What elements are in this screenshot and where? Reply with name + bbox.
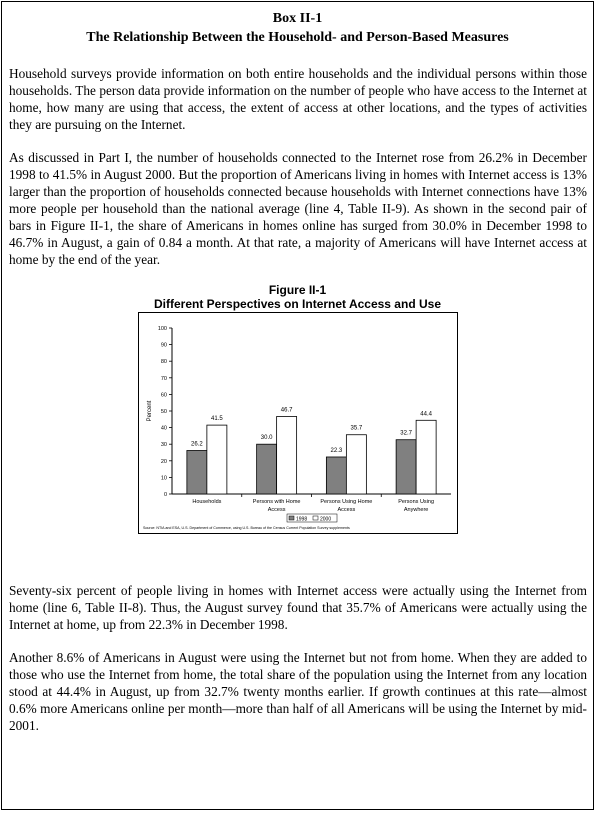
bar-1998-4 bbox=[396, 440, 416, 494]
paragraph-home-use: Seventy-six percent of people living in homes with Internet access were actually using the Internet from home (line 6, Table II-8). Thus, the August survey found that 35.7% of Americans were actually using the Internet at home, up from 22.3% in December 1998. bbox=[9, 583, 587, 632]
x-tick-label: Households bbox=[192, 499, 222, 505]
y-tick-label: 20 bbox=[160, 458, 167, 465]
bar-chart bbox=[139, 313, 457, 533]
bar-2000-2 bbox=[277, 416, 297, 494]
data-label-2000-3: 35.7 bbox=[350, 425, 363, 432]
x-tick-label: Access bbox=[337, 507, 356, 513]
legend-label-2000: 2000 bbox=[320, 516, 332, 523]
y-tick-label: 70 bbox=[160, 375, 167, 382]
x-tick-label: Persons Using Home bbox=[320, 499, 373, 505]
y-tick-label: 50 bbox=[160, 409, 167, 415]
y-axis-label: Percent bbox=[147, 400, 153, 422]
legend-swatch-1998 bbox=[289, 516, 294, 520]
x-tick-label: Access bbox=[267, 507, 286, 513]
x-tick-label: Persons with Home bbox=[252, 499, 301, 505]
box-subtitle: The Relationship Between the Household- and Person-Based Measures bbox=[86, 30, 509, 45]
y-tick-label: 100 bbox=[157, 326, 167, 332]
y-tick-label: 60 bbox=[160, 392, 167, 399]
x-tick-label: Persons Using bbox=[398, 499, 435, 505]
chart-frame bbox=[138, 312, 458, 534]
y-tick-label: 0 bbox=[163, 492, 167, 498]
paragraph-any-location: Another 8.6% of Americans in August were using the Internet but not from home. When they are added to those who use the Internet from home, the total share of the population using the Internet from any location stood at 44.4% in August, up from 32.7% twenty months earlier. If growth continues at this rate—almost 0.6% more Americans online per month—more than half of all Americans will be using the Internet by mid-2001. bbox=[9, 650, 587, 733]
legend-swatch-2000 bbox=[313, 516, 318, 520]
bar-1998-2 bbox=[257, 444, 277, 494]
x-tick-label: Anywhere bbox=[403, 507, 429, 513]
y-tick-label: 80 bbox=[160, 359, 167, 366]
data-label-1998-4: 32.7 bbox=[400, 430, 412, 437]
y-tick-label: 90 bbox=[160, 342, 167, 349]
y-tick-label: 40 bbox=[160, 425, 167, 432]
bar-2000-3 bbox=[346, 435, 366, 494]
document-box bbox=[1, 1, 594, 810]
figure-subtitle: Different Perspectives on Internet Access and Use bbox=[154, 297, 441, 311]
figure-title: Figure II-1 bbox=[268, 283, 327, 297]
y-tick-label: 10 bbox=[160, 475, 167, 482]
legend-label-1998: 1998 bbox=[296, 516, 308, 523]
data-label-2000-2: 46.7 bbox=[280, 407, 293, 414]
bar-1998-1 bbox=[187, 451, 207, 494]
box-title: Box II-1 bbox=[272, 11, 323, 26]
data-label-1998-3: 22.3 bbox=[330, 447, 343, 454]
paragraph-intro: Household surveys provide information on both entire households and the individual persons within those households. The person data provide information on the number of people who have access to the Internet at home, how many are using that access, the extent of access at other locations, and the types of activities they are pursuing on the Internet. bbox=[9, 66, 587, 132]
source-note: Source: NTIA and ESA, U.S. Department of Commerce, using U.S. Bureau of the Census Current Population Survey supplements bbox=[143, 526, 350, 530]
bar-2000-4 bbox=[416, 420, 436, 494]
data-label-1998-2: 30.0 bbox=[260, 435, 273, 442]
bar-1998-3 bbox=[326, 457, 346, 494]
paragraph-households: As discussed in Part I, the number of households connected to the Internet rose from 26.2% in December 1998 to 41.5% in August 2000. But the proportion of Americans living in homes with Internet access is 13% larger than the proportion of households connected because households with Internet connections have 13% more people per household than the national average (line 4, Table II-9). As shown in the second pair of bars in Figure II-1, the share of Americans in homes online has surged from 30.0% in December 1998 to 46.7% in August, a gain of 0.84 a month. At that rate, a majority of Americans will have Internet access at home by the end of the year. bbox=[9, 150, 587, 267]
data-label-2000-4: 44.4 bbox=[420, 411, 432, 418]
bar-2000-1 bbox=[207, 425, 227, 494]
y-tick-label: 30 bbox=[160, 442, 167, 449]
data-label-2000-1: 41.5 bbox=[211, 416, 223, 423]
data-label-1998-1: 26.2 bbox=[191, 441, 203, 448]
